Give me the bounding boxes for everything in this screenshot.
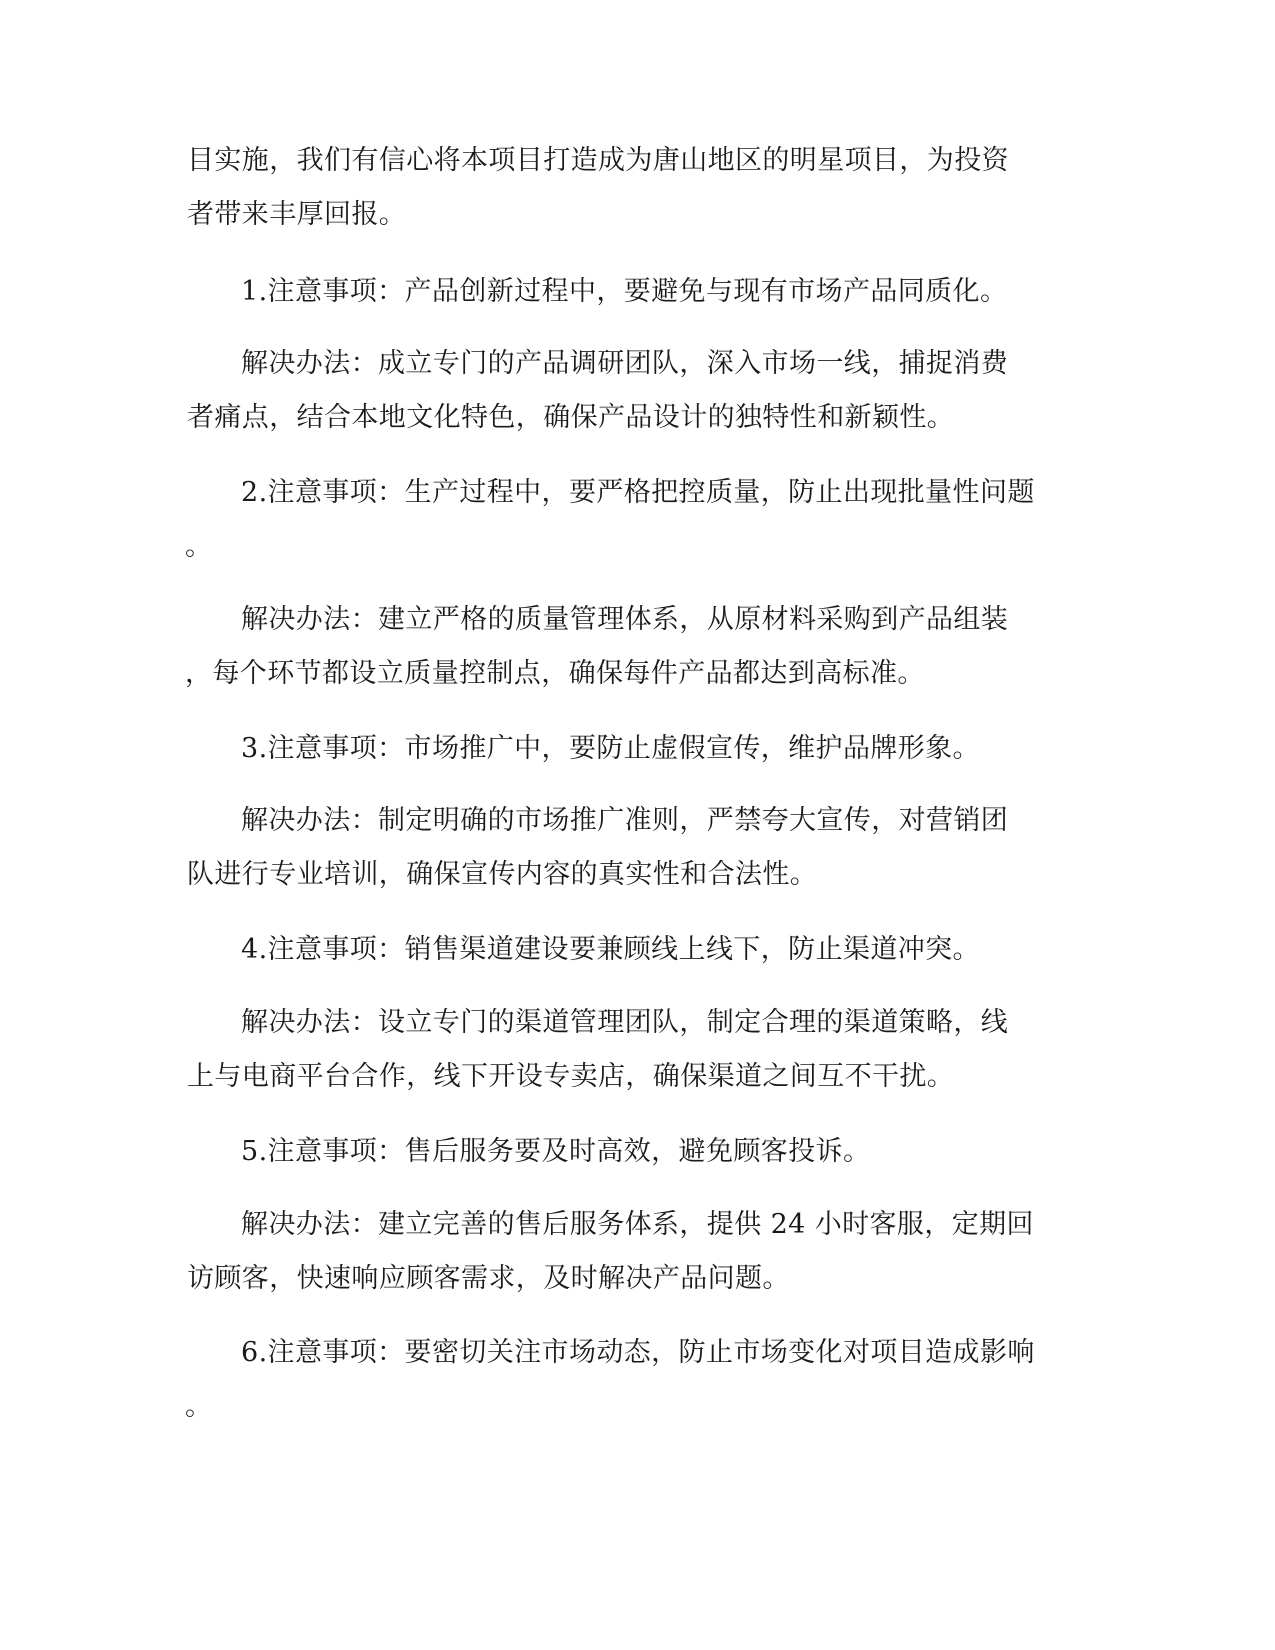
note-item-6: 6.注意事项：要密切关注市场动态，防止市场变化对项目造成影响 [241, 1337, 1035, 1368]
paragraph-line: 访顾客，快速响应顾客需求，及时解决产品问题。 [187, 1263, 790, 1294]
solution-item-5: 解决办法：建立完善的售后服务体系，提供 24 小时客服，定期回 [241, 1209, 1034, 1240]
paragraph-line: 上与电商平台合作，线下开设专卖店，确保渠道之间互不干扰。 [187, 1061, 955, 1092]
paragraph-line: ，每个环节都设立质量控制点，确保每件产品都达到高标准。 [185, 658, 925, 689]
paragraph-line: 目实施，我们有信心将本项目打造成为唐山地区的明星项目，为投资 [187, 145, 1009, 176]
note-item-2: 2.注意事项：生产过程中，要严格把控质量，防止出现批量性问题 [241, 477, 1035, 508]
paragraph-line: 者带来丰厚回报。 [187, 199, 407, 230]
note-item-5: 5.注意事项：售后服务要及时高效，避免顾客投诉。 [241, 1136, 871, 1167]
solution-item-4: 解决办法：设立专门的渠道管理团队，制定合理的渠道策略，线 [241, 1007, 1009, 1038]
note-item-4: 4.注意事项：销售渠道建设要兼顾线上线下，防止渠道冲突。 [241, 934, 980, 965]
paragraph-line: 队进行专业培训，确保宣传内容的真实性和合法性。 [187, 859, 818, 890]
solution-item-1: 解决办法：成立专门的产品调研团队，深入市场一线，捕捉消费 [241, 348, 1009, 379]
paragraph-line: 。 [185, 531, 213, 562]
solution-item-3: 解决办法：制定明确的市场推广准则，严禁夸大宣传，对营销团 [241, 805, 1009, 836]
solution-item-2: 解决办法：建立严格的质量管理体系，从原材料采购到产品组装 [241, 604, 1009, 635]
paragraph-line: 者痛点，结合本地文化特色，确保产品设计的独特性和新颖性。 [187, 402, 955, 433]
note-item-3: 3.注意事项：市场推广中，要防止虚假宣传，维护品牌形象。 [241, 733, 980, 764]
paragraph-line: 。 [185, 1391, 213, 1422]
note-item-1: 1.注意事项：产品创新过程中，要避免与现有市场产品同质化。 [241, 276, 1008, 307]
